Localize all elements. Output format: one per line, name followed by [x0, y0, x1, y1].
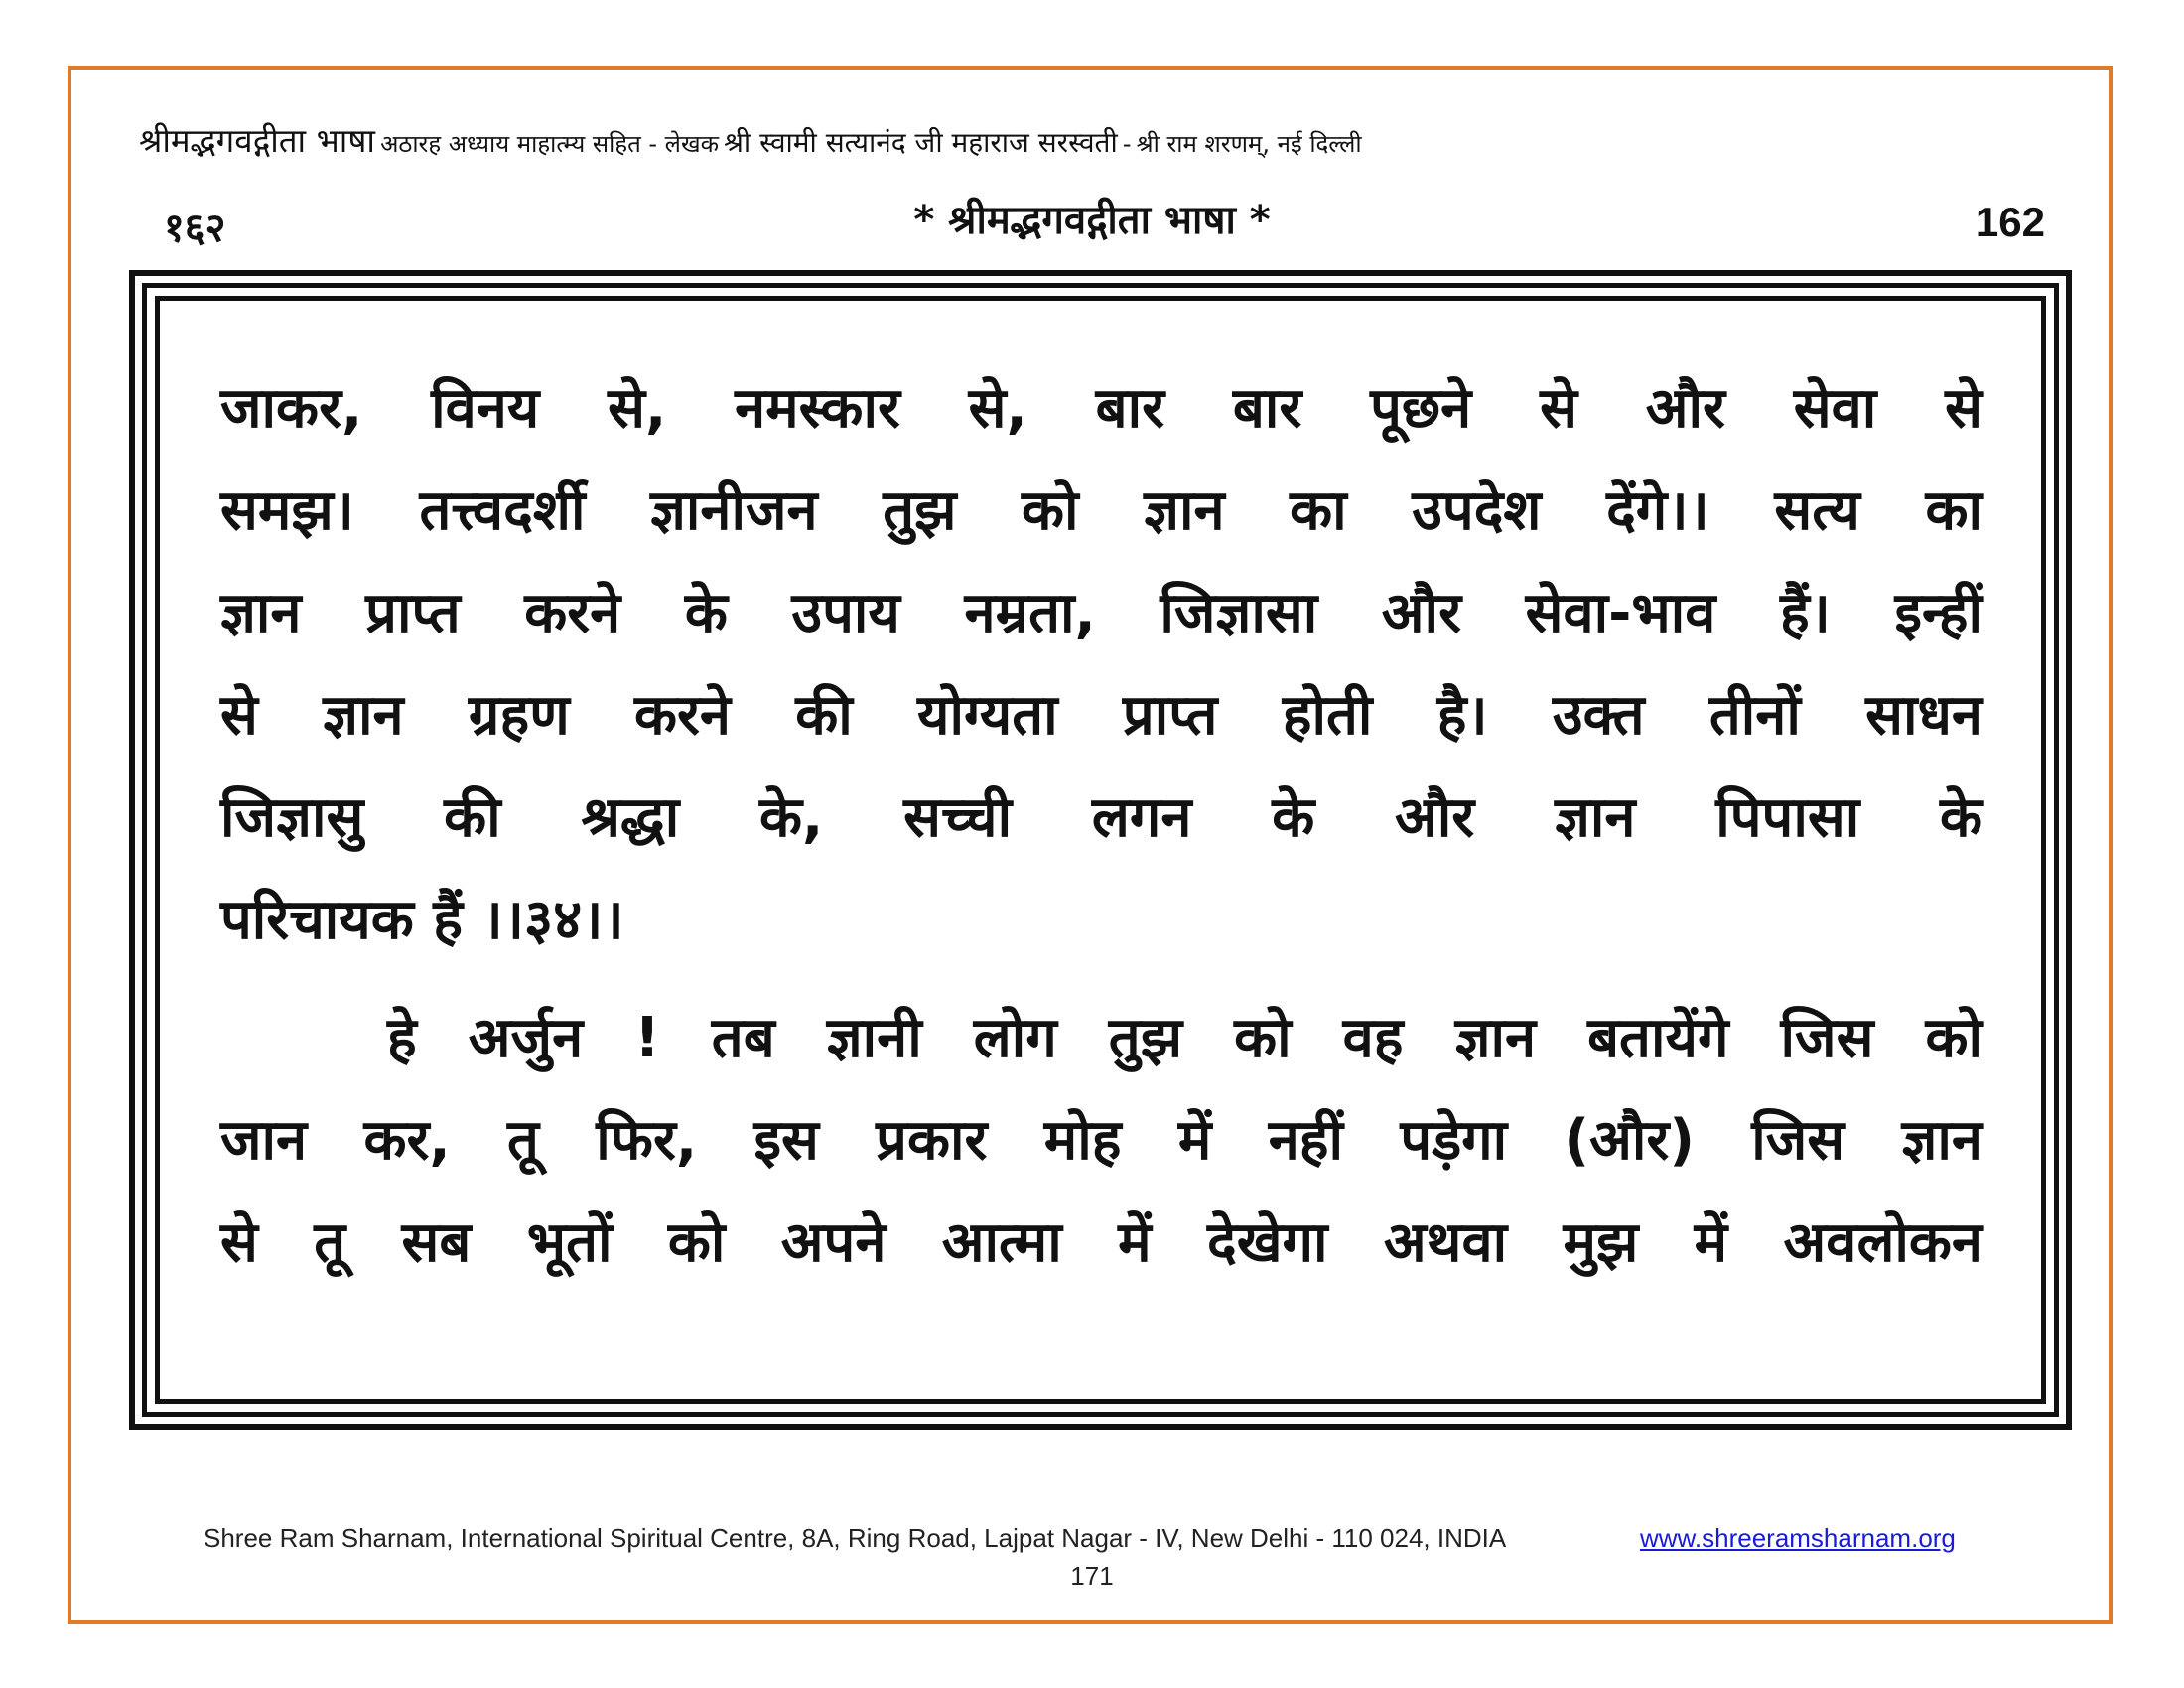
page-number: 162	[1975, 199, 2045, 245]
book-subtitle: अठारह अध्याय माहात्म्य सहित - लेखक	[380, 130, 720, 158]
page-number-devanagari: १६२	[164, 206, 226, 251]
text-line: से तू सब भूतों को अपने आत्मा में देखेगा अथवा मुझ में अवलोकन	[220, 1210, 1982, 1275]
text-line: परिचायक हैं ।।३४।।	[220, 888, 624, 952]
website-link[interactable]: www.shreeramsharnam.org	[1640, 1523, 1956, 1553]
paragraph-gap	[220, 971, 1982, 987]
author-name: श्री स्वामी सत्यानंद जी महाराज सरस्वती	[724, 126, 1118, 159]
book-title: श्रीमद्भगवद्गीता भाषा	[139, 121, 375, 160]
scripture-text	[220, 357, 1982, 1294]
text-line: से ज्ञान ग्रहण करने की योग्यता प्राप्त होती है। उक्त तीनों साधन	[220, 683, 1982, 748]
text-line: हे अर्जुन ! तब ज्ञानी लोग तुझ को वह ज्ञान बतायेंगे जिस को	[387, 1006, 1982, 1070]
publisher-name: श्री राम शरणम्, नई दिल्ली	[1136, 130, 1362, 158]
text-line: समझ। तत्त्वदर्शी ज्ञानीजन तुझ को ज्ञान का उपदेश देंगे।। सत्य का	[220, 479, 1982, 543]
text-line: जाकर, विनय से, नमस्कार से, बार बार पूछने से और सेवा से	[220, 376, 1982, 441]
running-title: * श्रीमद्भगवद्गीता भाषा *	[913, 198, 1271, 243]
text-line: जिज्ञासु की श्रद्धा के, सच्ची लगन के और ज्ञान पिपासा के	[220, 785, 1982, 850]
text-line: ज्ञान प्राप्त करने के उपाय नम्रता, जिज्ञासा और सेवा-भाव हैं। इन्हीं	[220, 581, 1982, 645]
series-header	[139, 117, 2065, 162]
footer-address: Shree Ram Sharnam, International Spiritual Centre, 8A, Ring Road, Lajpat Nagar - IV, New Delhi - 110 024, INDIA	[204, 1523, 1507, 1553]
header-separator: -	[1122, 130, 1132, 158]
text-line: जान कर, तू फिर, इस प्रकार मोह में नहीं पड़ेगा (और) जिस ज्ञान	[220, 1108, 1982, 1173]
pdf-page-number: 171	[1070, 1561, 1114, 1591]
